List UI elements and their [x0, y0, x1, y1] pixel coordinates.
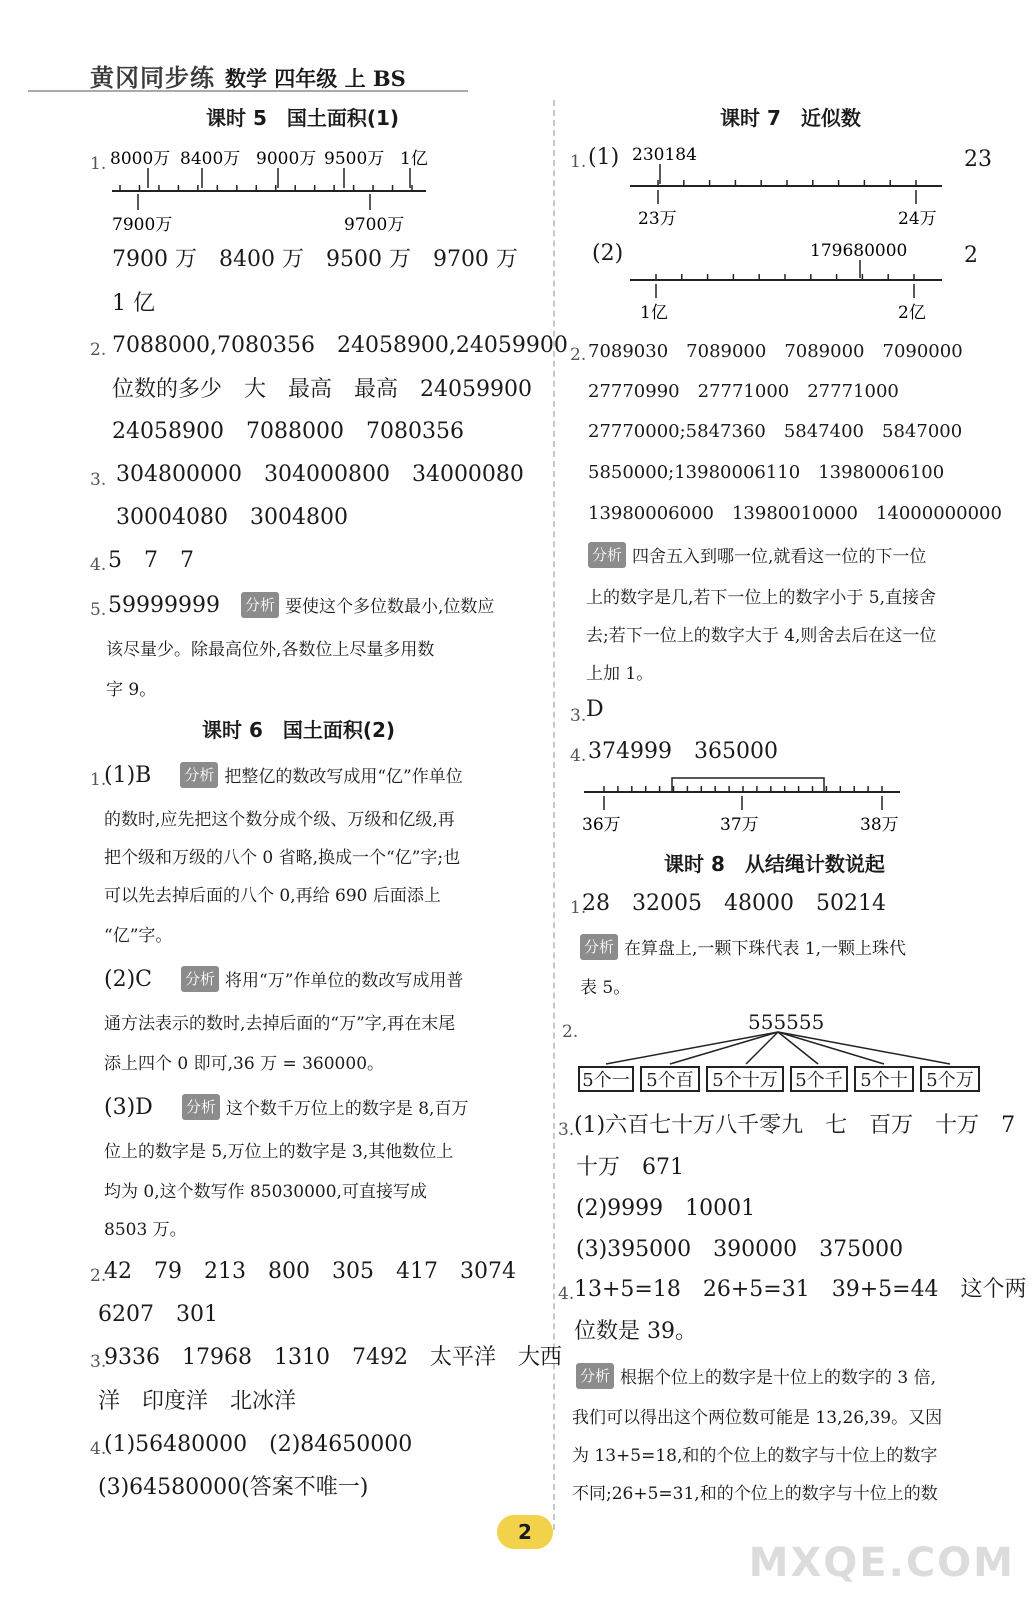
analysis-text: 不同;26+5=31,和的个位上的数字与十位上的数 [572, 1484, 938, 1504]
tick-label: 9700万 [344, 215, 405, 234]
answer-line: 28 32005 48000 50214 [582, 891, 886, 916]
number-line-diagram [582, 768, 912, 838]
place-box: 5个十万 [706, 1066, 784, 1092]
tick-label: 36万 [582, 815, 621, 835]
diagram-top-number: 555555 [748, 1010, 825, 1034]
analysis-text: 可以先去掉后面的八个 0,再给 690 后面添上 [104, 886, 441, 906]
analysis-text: 根据个位上的数字是十位上的数字的 3 倍, [620, 1368, 937, 1388]
question-number: 3. [90, 1352, 107, 1372]
answer-line: 位数的多少 大 最高 最高 24059900 [112, 377, 532, 402]
section-title: 课时 5 国土面积(1) [206, 106, 400, 130]
answer-value: (1) [588, 145, 620, 170]
analysis-tag: 分析 [241, 592, 279, 618]
tick-label: 24万 [898, 209, 937, 229]
answer-line: 7088000,7080356 24058900,24059900 [112, 333, 568, 358]
answer-line: (2)9999 10001 [576, 1196, 756, 1221]
tick-label: 38万 [860, 815, 899, 835]
tick-label: 8400万 [180, 149, 241, 169]
place-box: 5个一 [578, 1066, 634, 1092]
analysis-text: 四舍五入到哪一位,就看这一位的下一位 [632, 547, 927, 567]
analysis-tag: 分析 [580, 934, 618, 960]
page-header [90, 58, 406, 93]
answer-line [104, 968, 463, 994]
answer-line: 5 7 7 [108, 548, 194, 573]
answer-line: 24058900 7088000 7080356 [112, 419, 464, 444]
analysis-text: 添上四个 0 即可,36 万 = 360000。 [104, 1054, 385, 1074]
tick-label: 9000万 [256, 149, 317, 169]
question-number: 2. [562, 1022, 579, 1042]
header-subject: 数学 四年级 上 BS [225, 66, 406, 91]
analysis-text: 8503 万。 [104, 1220, 187, 1240]
answer-line [104, 1096, 468, 1122]
answer-line: (1)56480000 (2)84650000 [104, 1432, 413, 1457]
analysis-text: 将用“万”作单位的数改写成用普 [225, 971, 464, 991]
range-bracket [672, 778, 824, 792]
answer-line: (1)六百七十万八千零九 七 百万 十万 7 [574, 1113, 1016, 1138]
tick-label: 9500万 [324, 149, 385, 169]
answer-line: 13980006000 13980010000 14000000000 [588, 503, 1002, 524]
analysis-text: 上的数字是几,若下一位上的数字小于 5,直接舍 [586, 588, 937, 608]
analysis-text: 这个数千万位上的数字是 8,百万 [225, 1099, 469, 1119]
question-number: 4. [90, 1439, 107, 1459]
analysis-block [576, 1365, 936, 1391]
answer-line: 6207 301 [98, 1302, 218, 1327]
number-line-diagram [108, 144, 448, 234]
answer-line: 13+5=18 26+5=31 39+5=44 这个两 [574, 1277, 1027, 1302]
answer-line: 5850000;13980006110 13980006100 [588, 462, 945, 483]
tick-label: 179680000 [810, 241, 908, 261]
number-line-diagram [616, 236, 956, 326]
connector-lines [578, 1008, 988, 1068]
tick-label: 8000万 [110, 149, 171, 169]
answer-line: 27770990 27771000 27771000 [588, 381, 899, 402]
answer-line: (3)395000 390000 375000 [576, 1237, 904, 1262]
question-number: 1. [570, 152, 587, 172]
analysis-text: 要使这个多位数最小,位数应 [285, 597, 495, 617]
answer-line: 7900 万 8400 万 9500 万 9700 万 [112, 247, 518, 272]
watermark: MXQE.COM [748, 1540, 1015, 1586]
number-line-diagram [616, 142, 956, 232]
tick-label: 7900万 [112, 215, 173, 234]
analysis-text: 表 5。 [580, 978, 631, 998]
question-number: 2. [90, 340, 107, 360]
place-box: 5个万 [920, 1066, 980, 1092]
tick-label: 1亿 [400, 149, 428, 169]
page-number: 2 [497, 1515, 553, 1549]
analysis-text: 在算盘上,一颗下珠代表 1,一颗上珠代 [624, 939, 907, 959]
number-line-ticks [604, 786, 882, 792]
question-number: 2. [570, 345, 587, 365]
question-number: 1. [570, 898, 587, 918]
analysis-text: 把整亿的数改写成用“亿”作单位 [224, 767, 463, 787]
answer-value: (2) [592, 241, 624, 266]
tick-label: 230184 [632, 145, 697, 165]
question-number: 1. [90, 154, 107, 174]
question-number: 3. [570, 706, 587, 726]
analysis-text: 为 13+5=18,和的个位上的数字与十位上的数字 [572, 1446, 938, 1466]
place-box: 5个千 [790, 1066, 848, 1092]
question-number: 4. [90, 555, 107, 575]
analysis-tag: 分析 [180, 762, 218, 788]
answer-line [104, 764, 463, 790]
analysis-text: 我们可以得出这个两位数可能是 13,26,39。又因 [572, 1408, 943, 1428]
question-number: 3. [90, 470, 107, 490]
answer-line: (3)64580000(答案不唯一) [98, 1475, 369, 1500]
answer-line: 洋 印度洋 北冰洋 [98, 1389, 297, 1414]
tick-label: 2亿 [898, 303, 926, 323]
analysis-text: “亿”字。 [104, 926, 173, 946]
tick-label: 23万 [638, 209, 677, 229]
answer-line: 304800000 304000800 34000080 [116, 462, 524, 487]
answer-line: 30004080 3004800 [116, 505, 348, 530]
header-divider [28, 90, 468, 92]
answer-value: (2)C [104, 967, 152, 992]
analysis-text: 上加 1。 [586, 664, 654, 684]
answer-value: 2 [964, 243, 978, 268]
answer-value: 23 [964, 147, 992, 172]
section-title: 课时 7 近似数 [720, 106, 861, 130]
answer-value: 59999999 [108, 593, 220, 618]
answer-line: 1 亿 [112, 291, 155, 316]
question-number: 1. [90, 770, 107, 790]
answer-line: 9336 17968 1310 7492 太平洋 大西 [104, 1345, 562, 1370]
brand-logo: 黄冈同步练 [90, 64, 215, 92]
column-divider [553, 100, 555, 1530]
answer-line [108, 594, 494, 620]
answer-value: (1)B [104, 763, 152, 788]
answer-line: 42 79 213 800 305 417 3074 [104, 1259, 516, 1284]
question-number: 5. [90, 600, 107, 620]
analysis-text: 均为 0,这个数写作 85030000,可直接写成 [104, 1182, 427, 1202]
top-arrows [148, 168, 410, 188]
tick-label: 37万 [720, 815, 759, 835]
answer-value: (3)D [104, 1095, 153, 1120]
place-box: 5个十 [854, 1066, 914, 1092]
question-number: 3. [558, 1120, 575, 1140]
answer-line: 374999 365000 [588, 739, 778, 764]
answer-line: 27770000;5847360 5847400 5847000 [588, 421, 963, 442]
section-title: 课时 8 从结绳计数说起 [664, 852, 885, 876]
analysis-tag: 分析 [588, 542, 626, 568]
answer-line: 7089030 7089000 7089000 7090000 [588, 341, 963, 362]
answer-line: 位数是 39。 [574, 1319, 697, 1344]
section-title: 课时 6 国土面积(2) [202, 718, 396, 742]
answer-line: 十万 671 [576, 1155, 684, 1180]
analysis-block [588, 544, 926, 570]
analysis-text: 通方法表示的数时,去掉后面的“万”字,再在末尾 [104, 1014, 456, 1034]
analysis-text: 该尽量少。除最高位外,各数位上尽量多用数 [106, 640, 435, 660]
analysis-text: 把个级和万级的八个 0 省略,换成一个“亿”字;也 [104, 848, 461, 868]
analysis-text: 字 9。 [106, 680, 157, 700]
analysis-block [580, 936, 906, 962]
analysis-text: 的数时,应先把这个数分成个级、万级和亿级,再 [104, 810, 455, 830]
place-box: 5个百 [640, 1066, 700, 1092]
box-row [578, 1066, 988, 1094]
analysis-text: 去;若下一位上的数字大于 4,则舍去后在这一位 [586, 626, 937, 646]
bottom-arrows [138, 194, 370, 210]
question-number: 4. [570, 746, 587, 766]
analysis-tag: 分析 [182, 1094, 220, 1120]
analysis-tag: 分析 [181, 966, 219, 992]
answer-line: D [586, 697, 604, 722]
analysis-text: 位上的数字是 5,万位上的数字是 3,其他数位上 [104, 1142, 454, 1162]
analysis-tag: 分析 [576, 1363, 614, 1389]
place-value-diagram [578, 1008, 988, 1098]
tick-label: 1亿 [640, 303, 668, 323]
question-number: 4. [558, 1284, 575, 1304]
question-number: 2. [90, 1266, 107, 1286]
